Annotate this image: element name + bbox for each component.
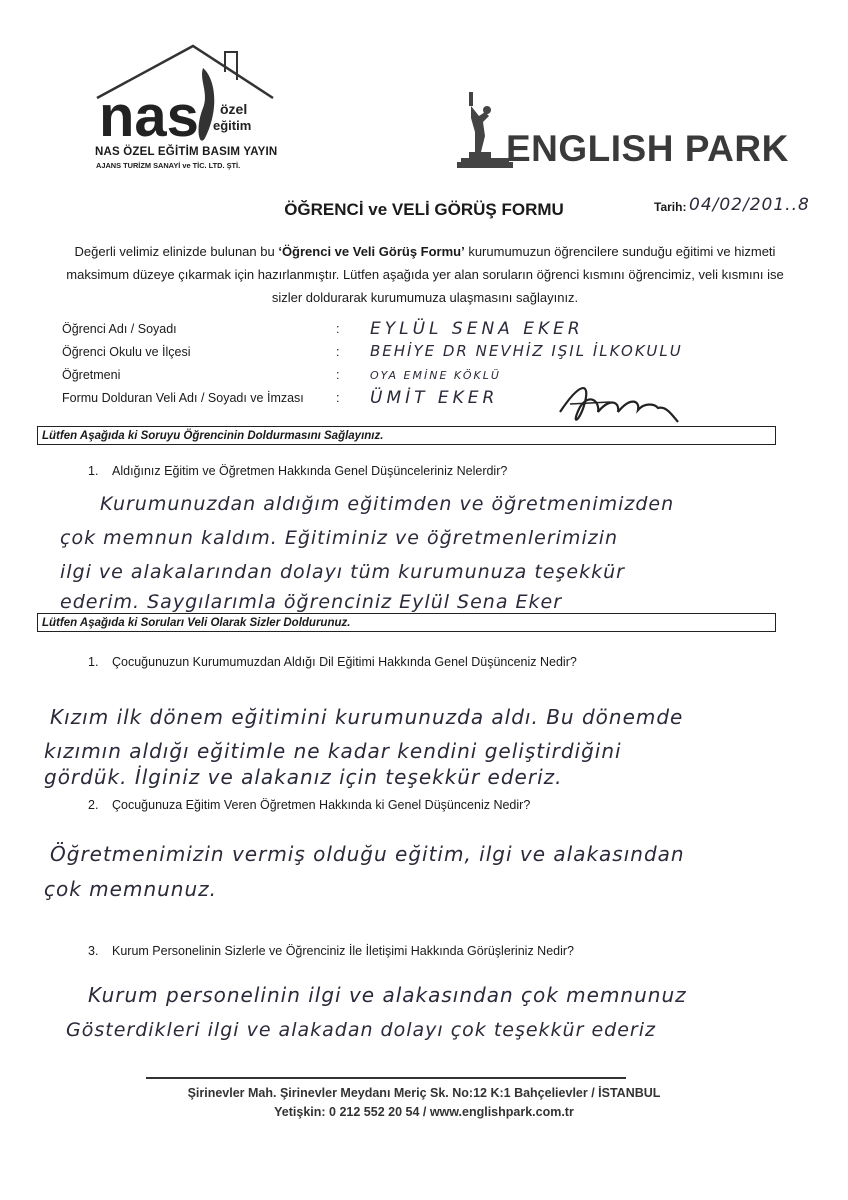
question-text: Kurum Personelinin Sizlerle ve Öğrenciniz İle İletişimi Hakkında Görüşleriniz Nedir?: [112, 944, 574, 958]
parent-answer-3-line[interactable]: Kurum personelinin ilgi ve alakasından çok memnunuz: [88, 983, 687, 1007]
question-number: 2.: [88, 798, 99, 812]
question-text: Aldığınız Eğitim ve Öğretmen Hakkında Genel Düşünceleriniz Nelerdir?: [112, 464, 508, 478]
brand-ozel: özel: [220, 101, 248, 117]
footer-address: Şirinevler Mah. Şirinevler Meydanı Meriç Sk. No:12 K:1 Bahçelievler / İSTANBUL: [187, 1086, 661, 1100]
question-number: 1.: [88, 464, 99, 478]
form-title: ÖĞRENCİ ve VELİ GÖRÜŞ FORMU: [284, 200, 564, 219]
company-subtitle: AJANS TURİZM SANAYİ ve TİC. LTD. ŞTİ.: [96, 161, 241, 170]
company-name: NAS ÖZEL EĞİTİM BASIM YAYIN: [95, 146, 278, 158]
student-answer-line[interactable]: ederim. Saygılarımla öğrenciniz Eylül Sena Eker: [60, 591, 563, 613]
brand-letters: nas: [99, 84, 199, 149]
parent-field[interactable]: ÜMİT EKER: [370, 388, 499, 408]
question-number: 3.: [88, 944, 99, 958]
colon: :: [336, 322, 340, 336]
intro-paragraph: [55, 240, 795, 309]
brand-egitim: eğitim: [213, 118, 252, 133]
parent-answer-1-line[interactable]: kızımın aldığı eğitimle ne kadar kendini geliştirdiğini: [44, 739, 622, 763]
student-section-header: Lütfen Aşağıda ki Soruyu Öğrencinin Doldurmasını Sağlayınız.: [37, 426, 776, 445]
student-name-field[interactable]: EYLÜL SENA EKER: [370, 319, 584, 339]
parent-answer-3-line[interactable]: Gösterdikleri ilgi ve alakadan dolayı çok teşekkür ederiz: [66, 1019, 656, 1041]
date-value[interactable]: 04/02/201..8: [689, 195, 810, 215]
intro-text-after: kurumumuzun öğrencilere sunduğu eğitimi ve hizmeti maksimum düzeye çıkarmak için hazırlanmıştır. Lütfen aşağıda yer alan soruların öğrenci kısmını öğrencimiz, veli kısmını ise sizler doldurarak kurumumuza ulaşmasını sağlayınız.: [66, 244, 784, 305]
intro-text-before: Değerli velimiz elinizde bulunan bu: [74, 244, 279, 259]
question-text: Çocuğunuza Eğitim Veren Öğretmen Hakkında ki Genel Düşünceniz Nedir?: [112, 798, 531, 812]
teacher-field[interactable]: OYA EMİNE KÖKLÜ: [370, 369, 501, 382]
parent-answer-2-line[interactable]: Öğretmenimizin vermiş olduğu eğitim, ilgi ve alakasından: [50, 842, 685, 866]
school-label: Öğrenci Okulu ve İlçesi: [62, 345, 191, 359]
student-name-label: Öğrenci Adı / Soyadı: [62, 322, 177, 336]
student-answer-line[interactable]: ilgi ve alakalarından dolayı tüm kurumunuza teşekkür: [60, 561, 625, 583]
student-answer-line[interactable]: Kurumunuzdan aldığım eğitimden ve öğretmenimizden: [100, 493, 675, 515]
footer-contact: Yetişkin: 0 212 552 20 54 / www.englishpark.com.tr: [274, 1105, 574, 1119]
footer-divider: [146, 1077, 626, 1079]
intro-form-name: ‘Öğrenci ve Veli Görüş Formu’: [278, 244, 465, 259]
parent-answer-2-line[interactable]: çok memnunuz.: [44, 877, 217, 901]
colon: :: [336, 345, 340, 359]
parent-section-header: Lütfen Aşağıda ki Soruları Veli Olarak Sizler Doldurunuz.: [37, 613, 776, 632]
question-text: Çocuğunuzun Kurumumuzdan Aldığı Dil Eğitimi Hakkında Genel Düşünceniz Nedir?: [112, 655, 577, 669]
parent-answer-1-line[interactable]: gördük. İlginiz ve alakanız için teşekkür ederiz.: [44, 765, 563, 789]
school-field[interactable]: BEHİYE DR NEVHİZ IŞIL İLKOKULU: [370, 342, 683, 360]
flame-icon: [199, 68, 215, 141]
english-park-logo-text: ENGLISH PARK: [506, 128, 789, 169]
chimney-icon: [225, 52, 237, 80]
date-label: Tarih:: [654, 200, 687, 214]
question-number: 1.: [88, 655, 99, 669]
parent-answer-1-line[interactable]: Kızım ilk dönem eğitimini kurumunuzda aldı. Bu dönemde: [50, 705, 684, 729]
colon: :: [336, 368, 340, 382]
colon: :: [336, 391, 340, 405]
student-answer-line[interactable]: çok memnun kaldım. Eğitiminiz ve öğretmenlerimizin: [60, 527, 619, 549]
signature-icon: [540, 382, 680, 432]
teacher-label: Öğretmeni: [62, 368, 121, 382]
parent-label: Formu Dolduran Veli Adı / Soyadı ve İmzası: [62, 391, 304, 405]
